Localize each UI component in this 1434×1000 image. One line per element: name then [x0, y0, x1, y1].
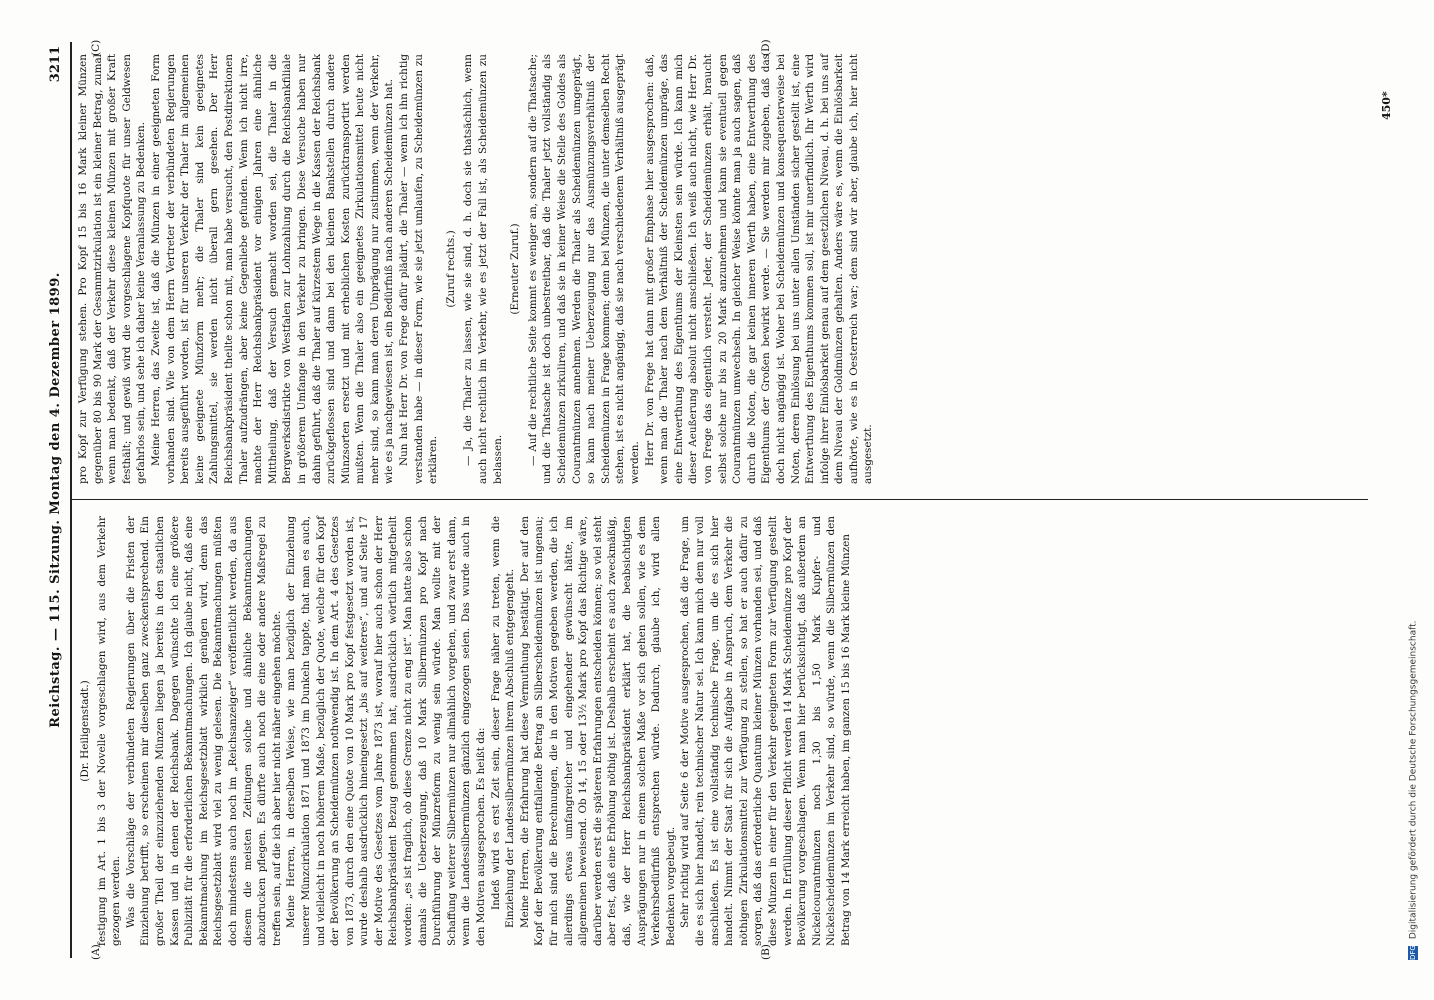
page-number: 3211 [48, 46, 63, 83]
paragraph: Meine Herren, die Erfahrung hat diese Vermuthung bestätigt. Der auf den Kopf der Bevölkerung entfallende Betrag an Silberscheidemünzen ist ungenau; für mich sind die Berechnungen, die in den Motiven gegeben werden, die ich allerdings etwas umfangreicher und eingehender gewünscht hätte, im allgemeinen beweisend. Ob 14, 15 oder 13½ Mark pro Kopf das Richtige wäre, darüber werden erst die späteren Erfahrungen entscheiden können; so viel steht aber fest, daß eine Erhöhung nöthig ist. Deshalb erscheint es auch zweckmäßig, daß, wie der Herr Reichsbankpräsident erklärt hat, die beabsichtigten Ausprägungen nur in einem solchen Maße vor sich gehen sollen, wie es dem Verkehrsbedürfniß entsprechen würde. Dadurch, glaube ich, wird allen Bedenken vorgebeugt. [518, 516, 677, 946]
speaker-name: (Dr. Heiligenstadt.) [79, 680, 91, 782]
paragraph: — Auf die rechtliche Seite kommt es weniger an, sondern auf die Thatsache; und die Thatsache ist doch unbestreitbar, daß die Thaler jetzt vollständig als Scheidemünzen zirkuliren, und daß sie in keiner Weise die Stelle des Goldes als Courantmünzen annehmen. Werden die Thaler als Scheidemünzen umgeprägt, so kann nach meiner Ueberzeugung nur das Ausmünzungsverhältniß der Scheidemünzen in Frage kommen; denn bei Münzen, die unter demselben Recht stehen, ist es nicht angängig, daß sie nach verschiedenem Verhältniß ausgeprägt werden. [526, 54, 641, 484]
signature-mark: 450* [1380, 91, 1393, 120]
header-title: Reichstag. — 115. Sitzung. Montag den 4. Dezember 1899. [48, 272, 63, 728]
margin-marker-c: (C) [90, 39, 102, 56]
paragraph: — Ja, die Thaler zu lassen, wie sie sind, d. h. doch sie thatsächlich, wenn auch nicht rechtlich im Verkehr, wie es jetzt der Fall ist, als Scheidemünzen zu belassen. [462, 54, 504, 484]
paragraph: Sehr richtig wird auf Seite 6 der Motive ausgesprochen, daß die Frage, um die es sich hier handelt, rein technischer Natur sei. Ich kann mich dem nur voll anschließen. Es ist eine vollständig technische Frage, um die es sich hier handelt. Nimmt der Staat für sich die Aufgabe in Anspruch, dem Verkehr die nöthigen Zirkulationsmittel zur Verfügung zu stellen, so hat er auch dafür zu sorgen, daß das erforderliche Quantum kleiner Münzen vorhanden sei, und daß diese Münzen in einer für den Verkehr geeigneten Form zur Verfügung gestellt werden. In Erfüllung dieser Pflicht werden 14 Mark Scheidemünze pro Kopf der Bevölkerung vorgeschlagen. Wenn man hier berücksichtigt, daß außerdem an Nickelcourantmünzen noch 1,30 bis 1,50 Mark Kupfer- und Nickelscheidemünzen im Verkehr sind, so würde, wenn die Silbermünzen den Betrag von 14 Mark erreicht haben, im ganzen 15 bis 16 Mark kleine Münzen [679, 516, 852, 946]
left-column [76, 516, 853, 946]
digitization-footer [1408, 40, 1419, 960]
paragraph: pro Kopf zur Verfügung stehen. Pro Kopf 15 bis 16 Mark kleiner Münzen gegenüber 80 bis 90 Mark der Gesammtzirkulation ist ein kleiner Betrag, zumal wenn man bedenkt, daß der Verkehr diese kleinen Münzen mit großer Kraft festhält; und gewiß wird die vorgeschlagene Kopfquote für unser Geldwesen gefahrlos sein, und sehe ich daher keine Veranlassung zu Bedenken. [77, 54, 148, 484]
paragraph: Meine Herren, das Zweite ist, daß die Münzen in einer geeigneten Form vorhanden sind. Wie von dem Herrn Vertreter der verbündeten Regierungen bereits ausgeführt worden, ist für unseren Verkehr der Thaler im allgemeinen keine geeignete Münzform mehr; die Thaler sind kein geeignetes Zahlungsmittel, sie werden nicht überall gern gesehen. Der Herr Reichsbankpräsident theilte schon mit, man habe versucht, den Postdirektionen Thaler aufzudrängen, aber keine Gegenliebe gefunden. Wenn ich nicht irre, machte der Herr Reichsbankpräsident vor einigen Jahren eine ähnliche Mittheilung, daß der Versuch gemacht worden sei, die Thaler in die Bergwerksdistrikte von Westfalen zur Lohnzahlung durch die Reichsbankfiliale in größerem Umfange in den Verkehr zu bringen. Diese Versuche haben nur dahin geführt, daß die Thaler auf kürzestem Wege in die Kassen der Reichsbank zurückgeflossen sind und dann bei den kleinen Bankstellen durch andere Münzsorten ersetzt und mit erheblichen Kosten zurücktransportirt werden mußten. Wenn die Thaler also ein geeignetes Zirkulationsmittel heute nicht mehr sind, so kann man deren Umprägung nur zustimmen, wenn der Verkehr, wie es ja nachgewiesen ist, ein Bedürfniß nach anderen Scheidemünzen hat. [149, 54, 396, 484]
dfg-logo-icon: DFG [1409, 945, 1417, 960]
paragraph: festigung im Art. 1 bis 3 der Novelle vorgeschlagen wird, aus dem Verkehr gezogen werden. [95, 516, 123, 946]
quoted-passage: Indeß wird es erst Zeit sein, dieser Frage näher zu treten, wenn die Einziehung der Landessilbermünzen ihrem Abschluß entgegengeht. [489, 516, 517, 928]
footer-credit: Digitalisierung gefördert durch die Deutsche Forschungsgemeinschaft. [1408, 620, 1419, 940]
column-divider [72, 499, 1368, 500]
right-column [76, 54, 876, 484]
margin-marker-d: (D) [760, 39, 772, 56]
stage-direction: (Zuruf rechts.) [444, 230, 457, 308]
paragraph: Herr Dr. von Frege hat dann mit großer Emphase hier ausgesprochen: daß, wenn man die Thaler nach dem Verhältniß der Scheidemünzen umpräge, das eine Entwerthung des Eigenthums der Kleinsten sein würde. Ich kann mich dieser Aeußerung absolut nicht anschließen. Ich weiß auch nicht, wie Herr Dr. von Frege das eigentlich versteht. Jeder, der Scheidemünzen erhält, braucht selbst solche nur bis zu 20 Mark anzunehmen und kann sie eventuell gegen Courantmünzen umwechseln. In gleicher Weise könnte man ja auch sagen, daß durch die Noten, die gar keinen inneren Werth haben, eine Entwerthung des Eigenthums der Großen bewirkt werde. — Sie werden mir zugeben, daß das doch nicht angängig ist. Woher bei Scheidemünzen und konsequenterweise bei Noten, deren Einlösung bei uns unter allen Umständen sicher gestellt ist, eine Entwerthung des Eigenthums kommen soll, ist mir unerfindlich. Ihr Werth wird infolge ihrer Einlösbarkeit genau auf dem gesetzlichen Niveau, d. h. bei uns auf dem Niveau der Goldmünzen gehalten. Anders wäre es, wenn die Einlösbarkeit aufhörte, wie es in Oesterreich war; dem sind wir aber, glaube ich, hier nicht ausgesetzt. [643, 54, 875, 484]
margin-marker-a: (A) [90, 944, 102, 960]
page-header [46, 40, 68, 960]
paragraph: Was die Vorschläge der verbündeten Regierungen über die Fristen der Einziehung betrifft, so erscheinen mir dieselben ganz zweckentsprechend. Ein großer Theil der einzuziehenden Münzen liegen ja bereits in den staatlichen Kassen und in denen der Reichsbank. Dagegen wünschte ich eine größere Publizität für die erforderlichen Bekanntmachungen. Ich glaube nicht, daß eine Bekanntmachung im Reichsgesetzblatt wirklich genügen wird, denn das Reichsgesetzblatt wird viel zu wenig gelesen. Die Bekanntmachungen müßten doch mindestens auch noch im „Reichsanzeiger“ veröffentlicht werden, da aus diesem die meisten Zeitungen solche und ähnliche Bekanntmachungen abzudrucken pflegen. Es dürfte auch noch die eine oder andere Maßregel zu treffen sein, auf die ich aber hier nicht näher eingehen möchte. [124, 516, 283, 946]
margin-marker-b: (B) [760, 944, 772, 960]
stage-direction: (Erneuter Zuruf.) [509, 223, 522, 315]
paragraph: Meine Herren, in derselben Weise, wie man bezüglich der Einziehung unserer Münzcirkulation 1871 und 1873 im Dunkeln tappte, that man es auch, und vielleicht in noch höherem Maße, bezüglich der Quote, welche für den Kopf der Bevölkerung an Scheidemünzen nothwendig ist. In dem Art. 4 des Gesetzes von 1873, durch den eine Quote von 10 Mark pro Kopf festgesetzt worden ist, wurde deshalb ausdrücklich hineingesetzt „bis auf weiteres“, und auf Seite 17 der Motive des Gesetzes vom Jahre 1873 ist, worauf hier auch schon der Herr Reichsbankpräsident Bezug genommen hat, ausdrücklich wörtlich mitgetheilt worden: „es ist fraglich, ob diese Grenze nicht zu eng ist“. Man hatte also schon damals die Ueberzeugung, daß 10 Mark Silbermünzen pro Kopf nach Durchführung der Münzreform zu wenig sein würde. Man wollte mit der Schaffung weiterer Silbermünzen nur allmählich vorgehen, und zwar erst dann, wenn die Landessilbermünzen gänzlich eingezogen seien. Das wurde auch in den Motiven ausgesprochen. Es heißt da: [285, 516, 488, 946]
paragraph: Nun hat Herr Dr. von Frege dafür plädirt, die Thaler — wenn ich ihn richtig verstanden habe — in dieser Form, wie sie jetzt umlaufen, zu Scheidemünzen zu erklären. [398, 54, 440, 484]
header-rule [70, 42, 72, 958]
